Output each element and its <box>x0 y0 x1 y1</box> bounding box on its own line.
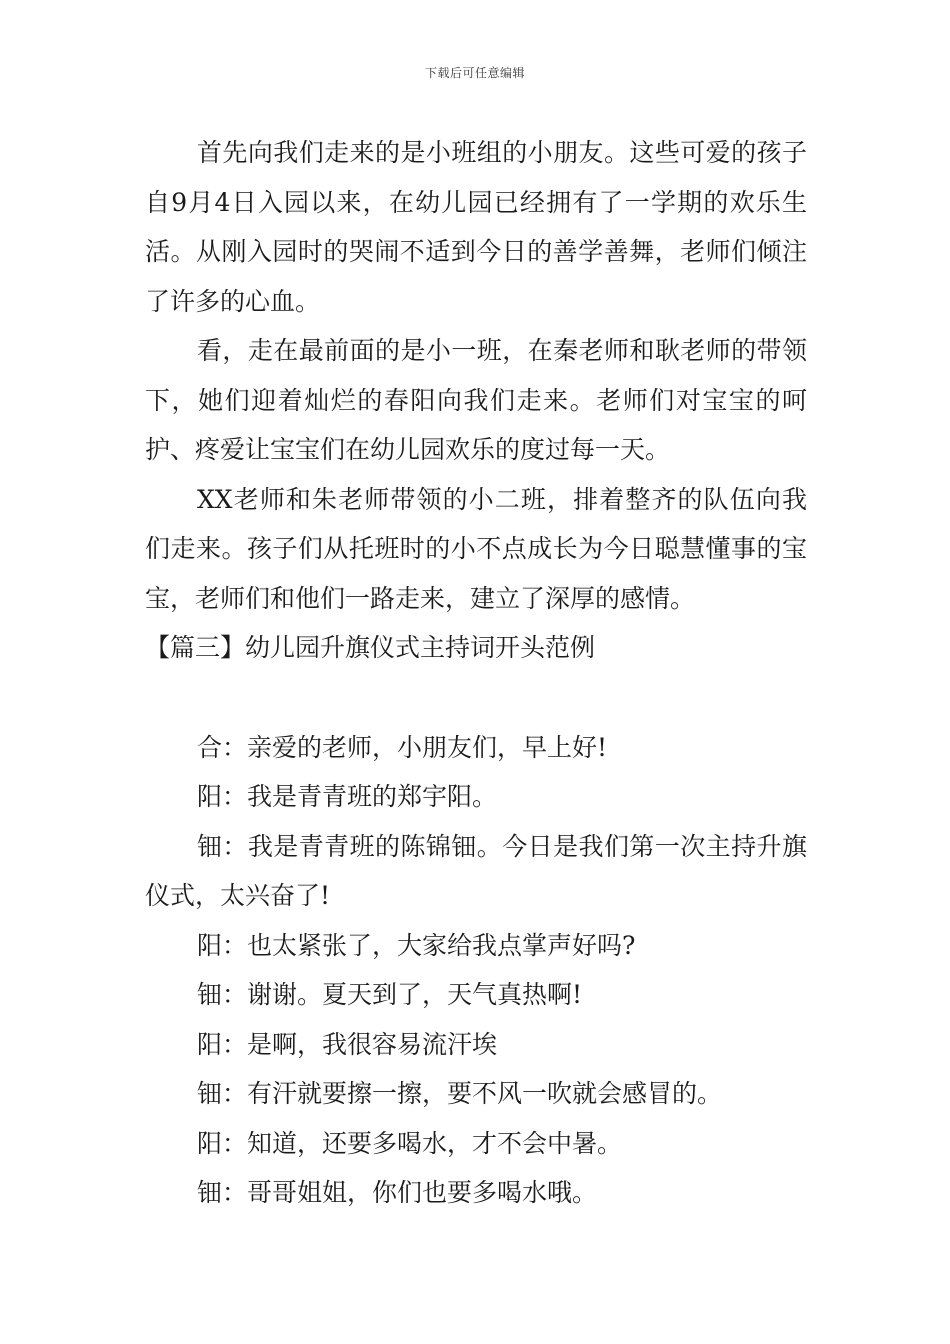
document-body <box>145 128 807 1218</box>
dialogue-line: 合：亲爱的老师，小朋友们，早上好! <box>197 732 608 762</box>
dialogue-line: 阳：知道，还要多喝水，才不会中暑。 <box>197 1128 623 1158</box>
dialogue-line: 阳：我是青青班的郑宇阳。 <box>197 782 498 811</box>
dialogue-line: 钿：谢谢。夏天到了，天气真热啊! <box>197 980 583 1009</box>
paragraph-class-one: 看，走在最前面的是小一班，在秦老师和耿老师的带领下，她们迎着灿烂的春阳向我们走来。老师们对宝宝的呵护、疼爱让宝宝们在幼儿园欢乐的度过每一天。 <box>145 336 807 464</box>
paragraph-small-class-intro: 首先向我们走来的是小班组的小朋友。这些可爱的孩子自9月4日入园以来，在幼儿园已经拥有了一学期的欢乐生活。从刚入园时的哭闹不适到今日的善学善舞，老师们倾注了许多的心血。 <box>145 138 807 316</box>
dialogue-line: 钿：哥哥姐姐，你们也要多喝水哦。 <box>197 1178 598 1207</box>
blank-line <box>145 673 807 723</box>
dialogue-line: 阳：也太紧张了，大家给我点掌声好吗? <box>197 930 636 960</box>
paragraph-class-two: XX老师和朱老师带领的小二班，排着整齐的队伍向我们走来。孩子们从托班时的小不点成长为今日聪慧懂事的宝宝，老师们和他们一路走来，建立了深厚的感情。 <box>145 484 807 613</box>
dialogue-line: 阳：是啊，我很容易流汗埃 <box>197 1029 498 1059</box>
dialogue-line: 钿：有汗就要擦一擦，要不风一吹就会感冒的。 <box>197 1079 723 1108</box>
page-header: 下载后可任意编辑 <box>424 66 525 80</box>
section-title: 【篇三】幼儿园升旗仪式主持词开头范例 <box>145 633 596 662</box>
dialogue-line: 钿：我是青青班的陈锦钿。今日是我们第一次主持升旗仪式，太兴奋了! <box>145 831 807 910</box>
